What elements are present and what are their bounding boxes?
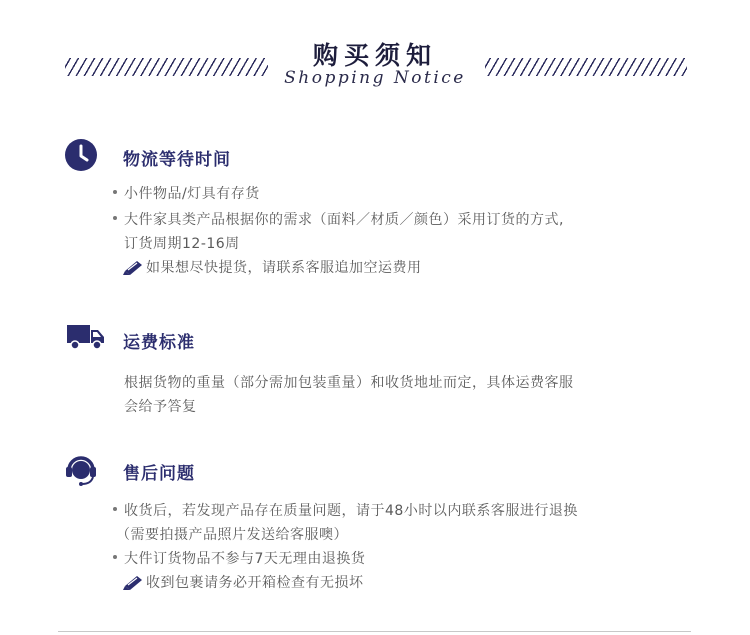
bullet-dot [113,507,117,511]
paragraph-line: 会给予答复 [124,399,197,415]
list-item-continuation: 订货周期12-16周 [124,236,240,252]
tip-text: 如果想尽快提货，请联系客服追加空运费用 [146,260,422,276]
headset-icon [64,453,98,487]
section-title-after-sales: 售后问题 [123,464,195,484]
page-title: 购买须知 [312,41,437,70]
list-item [113,209,564,229]
tips-pencil-icon [122,574,144,590]
list-item [113,183,260,203]
truck-icon [66,322,106,352]
section-title-logistics: 物流等待时间 [123,150,231,170]
list-item-text: 大件订货物品不参与7天无理由退换货 [124,551,366,567]
bullet-dot [113,190,117,194]
page-subtitle: Shopping Notice [284,68,466,88]
section-title-shipping: 运费标准 [123,333,195,353]
list-item-text: 收货后，若发现产品存在质量问题，请于48小时以内联系客服进行退换 [124,503,578,519]
tips-pencil-icon [122,259,144,275]
bottom-divider [58,631,691,632]
bullet-dot [113,555,117,559]
clock-icon [64,138,98,172]
bullet-dot [113,216,117,220]
tip-line [122,572,364,592]
list-item-continuation: （需要拍摄产品照片发送给客服噢） [116,527,348,543]
list-item-text: 小件物品/灯具有存货 [124,186,260,202]
list-item-text: 大件家具类产品根据你的需求（面料／材质／颜色）采用订货的方式, [124,212,564,228]
tip-line [122,257,422,277]
paragraph-line: 根据货物的重量（部分需加包装重量）和收货地址而定，具体运费客服 [124,375,574,391]
list-item [113,500,578,520]
tip-text: 收到包裹请务必开箱检查有无损坏 [146,575,364,591]
list-item [113,548,365,568]
